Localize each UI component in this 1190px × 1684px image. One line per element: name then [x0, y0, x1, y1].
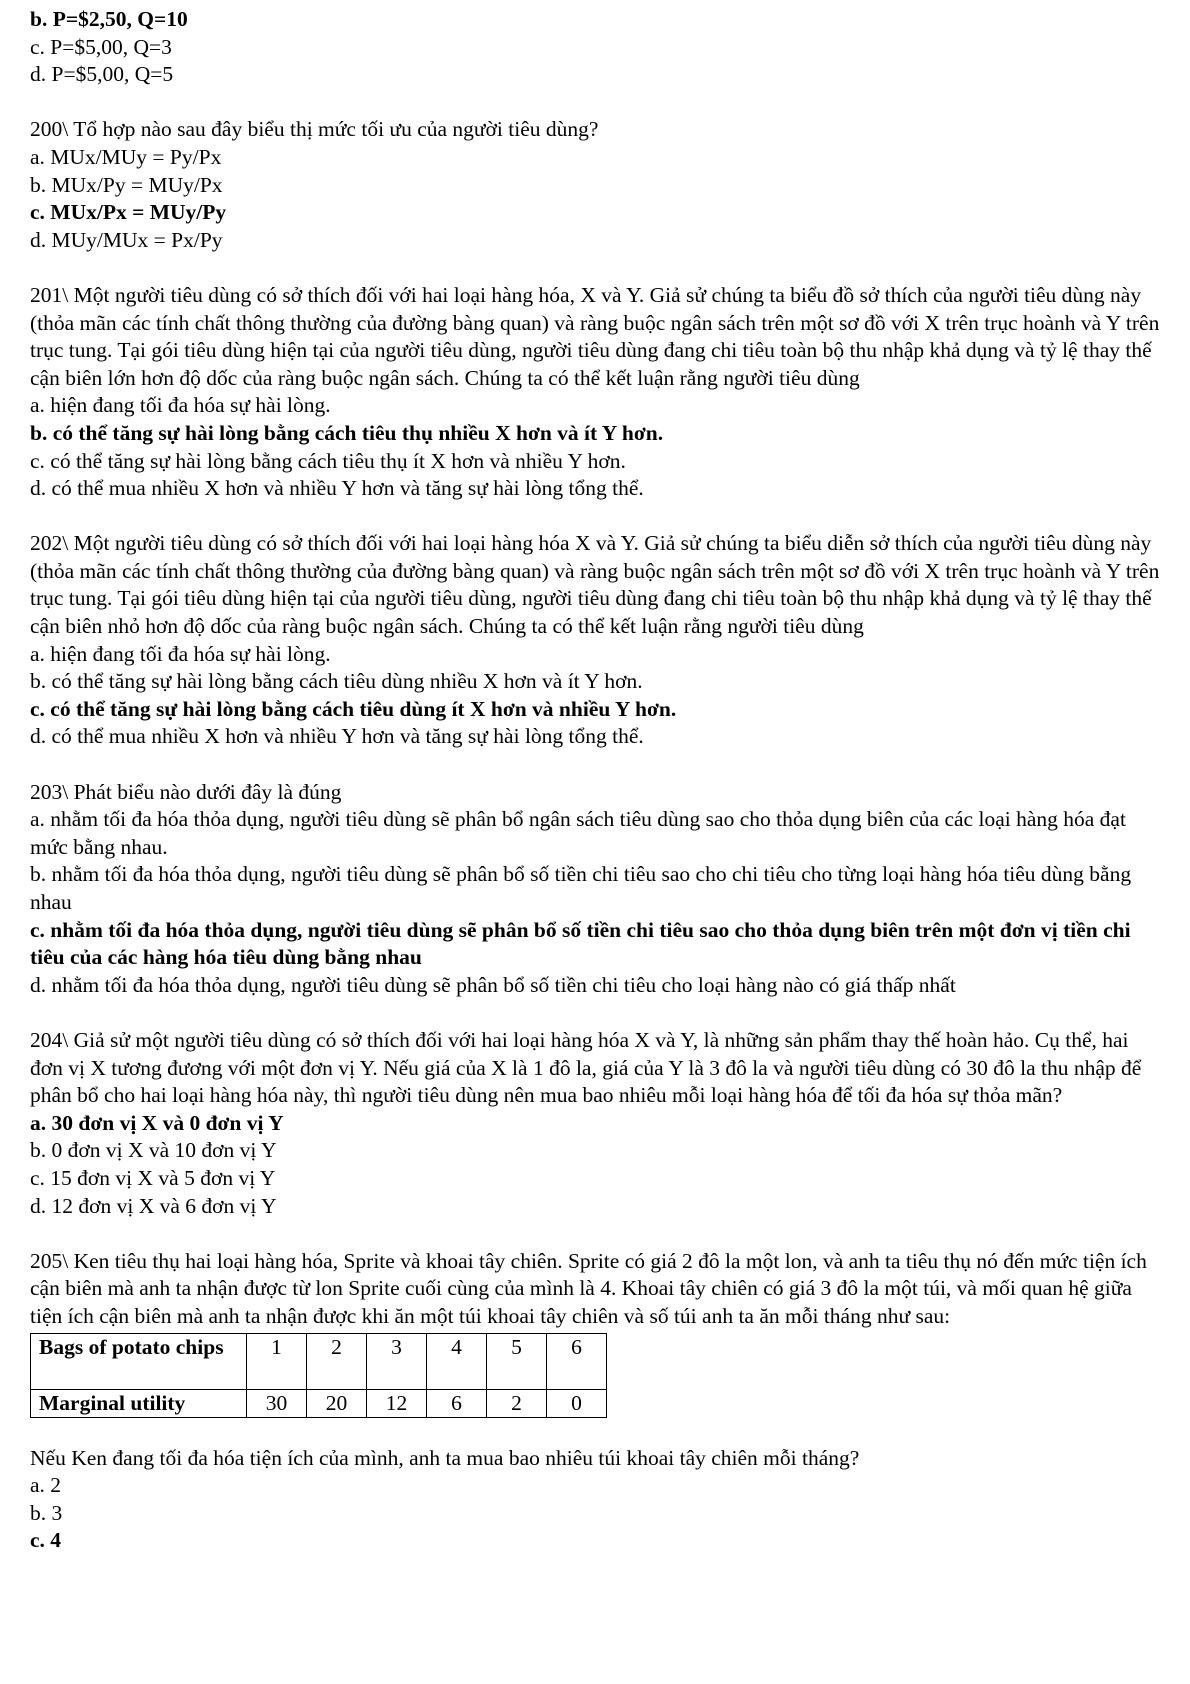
question-text: 204\ Giả sử một người tiêu dùng có sở thích đối với hai loại hàng hóa X và Y, là những sản phẩm thay thế hoàn hảo. Cụ thể, hai đơn vị X tương đương với một đơn vị Y. Nếu giá của X là 1 đô la, giá của Y là 3 đô la và người tiêu dùng có 30 đô la thu nhập để phân bổ cho hai loại hàng hóa này, thì người tiêu dùng nên mua bao nhiêu mỗi loại hàng hóa để tối đa hóa sự thỏa mãn? — [30, 1027, 1142, 1108]
option-c: c. 15 đơn vị X và 5 đơn vị Y — [30, 1165, 276, 1190]
followup-question: Nếu Ken đang tối đa hóa tiện ích của mình, anh ta mua bao nhiêu túi khoai tây chiên mỗi tháng? — [30, 1445, 860, 1470]
option-c: c. có thể tăng sự hài lòng bằng cách tiêu dùng ít X hơn và nhiều Y hơn. — [30, 696, 677, 721]
option-d: d. MUy/MUx = Px/Py — [30, 227, 223, 252]
table-cell: 3 — [367, 1333, 427, 1389]
question-text: 205\ Ken tiêu thụ hai loại hàng hóa, Sprite và khoai tây chiên. Sprite có giá 2 đô la một lon, và anh ta tiêu thụ nó đến mức tiện ích cận biên mà anh ta nhận được từ lon Sprite cuối cùng của mình là 4. Khoai tây chiên có giá 3 đô la một túi, và mối quan hệ giữa tiện ích cận biên mà anh ta nhận được khi ăn một túi khoai tây chiên và số túi anh ta ăn mỗi tháng như sau: — [30, 1248, 1147, 1328]
table-cell: 2 — [487, 1389, 547, 1417]
option-d: d. có thể mua nhiều X hơn và nhiều Y hơn và tăng sự hài lòng tổng thể. — [30, 476, 644, 501]
option-b: b. có thể tăng sự hài lòng bằng cách tiêu dùng nhiều X hơn và ít Y hơn. — [30, 669, 643, 694]
question-204 — [30, 1027, 1165, 1220]
option-c: c. có thể tăng sự hài lòng bằng cách tiêu thụ ít X hơn và nhiều Y hơn. — [30, 448, 626, 473]
option-c: c. P=$5,00, Q=3 — [30, 34, 172, 59]
option-a: a. hiện đang tối đa hóa sự hài lòng. — [30, 641, 331, 666]
option-d: d. nhằm tối đa hóa thỏa dụng, người tiêu dùng sẽ phân bổ số tiền chi tiêu cho loại hàng nào có giá thấp nhất — [30, 972, 956, 997]
option-b: b. có thể tăng sự hài lòng bằng cách tiêu thụ nhiều X hơn và ít Y hơn. — [30, 420, 664, 445]
option-d: d. P=$5,00, Q=5 — [30, 62, 174, 87]
question-text: 203\ Phát biểu nào dưới đây là đúng — [30, 779, 342, 804]
option-b: b. 3 — [30, 1500, 63, 1525]
option-b: b. nhằm tối đa hóa thỏa dụng, người tiêu dùng sẽ phân bổ số tiền chi tiêu sao cho chi tiêu cho từng loại hàng hóa tiêu dùng bằng nhau — [30, 862, 1132, 914]
table-cell: 5 — [487, 1333, 547, 1389]
table-cell: 12 — [367, 1389, 427, 1417]
table-cell: 6 — [547, 1333, 607, 1389]
table-cell: 0 — [547, 1389, 607, 1417]
question-text: 200\ Tổ hợp nào sau đây biểu thị mức tối ưu của người tiêu dùng? — [30, 117, 599, 142]
option-a: a. nhằm tối đa hóa thỏa dụng, người tiêu dùng sẽ phân bổ ngân sách tiêu dùng sao cho thỏa dụng biên của các loại hàng hóa đạt mức bằng nhau. — [30, 807, 1126, 859]
table-cell: 20 — [307, 1389, 367, 1417]
question-text: 202\ Một người tiêu dùng có sở thích đối với hai loại hàng hóa X và Y. Giả sử chúng ta biểu diễn sở thích của người tiêu dùng này (thỏa mãn các tính chất thông thường của đường bàng quan) và ràng buộc ngân sách trên một sơ đồ với X trên trục hoành và Y trên trục tung. Tại gói tiêu dùng hiện tại của người tiêu dùng, người tiêu dùng đang chi tiêu toàn bộ thu nhập khả dụng và tỷ lệ thay thế cận biên nhỏ hơn độ dốc của ràng buộc ngân sách. Chúng ta có thể kết luận rằng người tiêu dùng — [30, 531, 1160, 639]
table-cell: 6 — [427, 1389, 487, 1417]
question-202 — [30, 530, 1165, 751]
option-d: d. có thể mua nhiều X hơn và nhiều Y hơn và tăng sự hài lòng tổng thể. — [30, 724, 644, 749]
table-row — [31, 1333, 607, 1389]
q199-options — [30, 6, 1165, 89]
row-header: Marginal utility — [31, 1389, 247, 1417]
question-200 — [30, 116, 1165, 254]
option-c: c. 4 — [30, 1528, 62, 1553]
option-c: c. MUx/Px = MUy/Py — [30, 200, 227, 225]
question-201 — [30, 282, 1165, 503]
table-cell: 4 — [427, 1333, 487, 1389]
table-row — [31, 1389, 607, 1417]
option-b: b. 0 đơn vị X và 10 đơn vị Y — [30, 1138, 277, 1163]
option-c: c. nhằm tối đa hóa thỏa dụng, người tiêu dùng sẽ phân bổ số tiền chi tiêu sao cho thỏa dụng biên trên một đơn vị tiền chi tiêu của các hàng hóa tiêu dùng bằng nhau — [30, 917, 1131, 970]
question-203 — [30, 779, 1165, 1000]
row-header: Bags of potato chips — [31, 1333, 247, 1389]
question-text: 201\ Một người tiêu dùng có sở thích đối với hai loại hàng hóa, X và Y. Giả sử chúng ta biểu đồ sở thích của người tiêu dùng này (thỏa mãn các tính chất thông thường của đường bàng quan) và ràng buộc ngân sách trên một sơ đồ với X trên trục hoành và Y trên trục tung. Tại gói tiêu dùng hiện tại của người tiêu dùng, người tiêu dùng đang chi tiêu toàn bộ thu nhập khả dụng và tỷ lệ thay thế cận biên lớn hơn độ dốc của ràng buộc ngân sách. Chúng ta có thể kết luận rằng người tiêu dùng — [30, 282, 1160, 390]
option-b: b. MUx/Py = MUy/Px — [30, 172, 223, 197]
utility-table-wrap — [30, 1333, 1165, 1418]
option-a: a. 30 đơn vị X và 0 đơn vị Y — [30, 1110, 284, 1135]
question-205 — [30, 1248, 1165, 1555]
option-a: a. 2 — [30, 1473, 62, 1498]
option-d: d. 12 đơn vị X và 6 đơn vị Y — [30, 1193, 277, 1218]
marginal-utility-table — [30, 1333, 607, 1418]
table-cell: 30 — [247, 1389, 307, 1417]
option-b: b. P=$2,50, Q=10 — [30, 7, 188, 31]
table-cell: 1 — [247, 1333, 307, 1389]
option-a: a. hiện đang tối đa hóa sự hài lòng. — [30, 393, 331, 418]
document-page — [30, 6, 1165, 1555]
table-cell: 2 — [307, 1333, 367, 1389]
option-a: a. MUx/MUy = Py/Px — [30, 144, 222, 169]
